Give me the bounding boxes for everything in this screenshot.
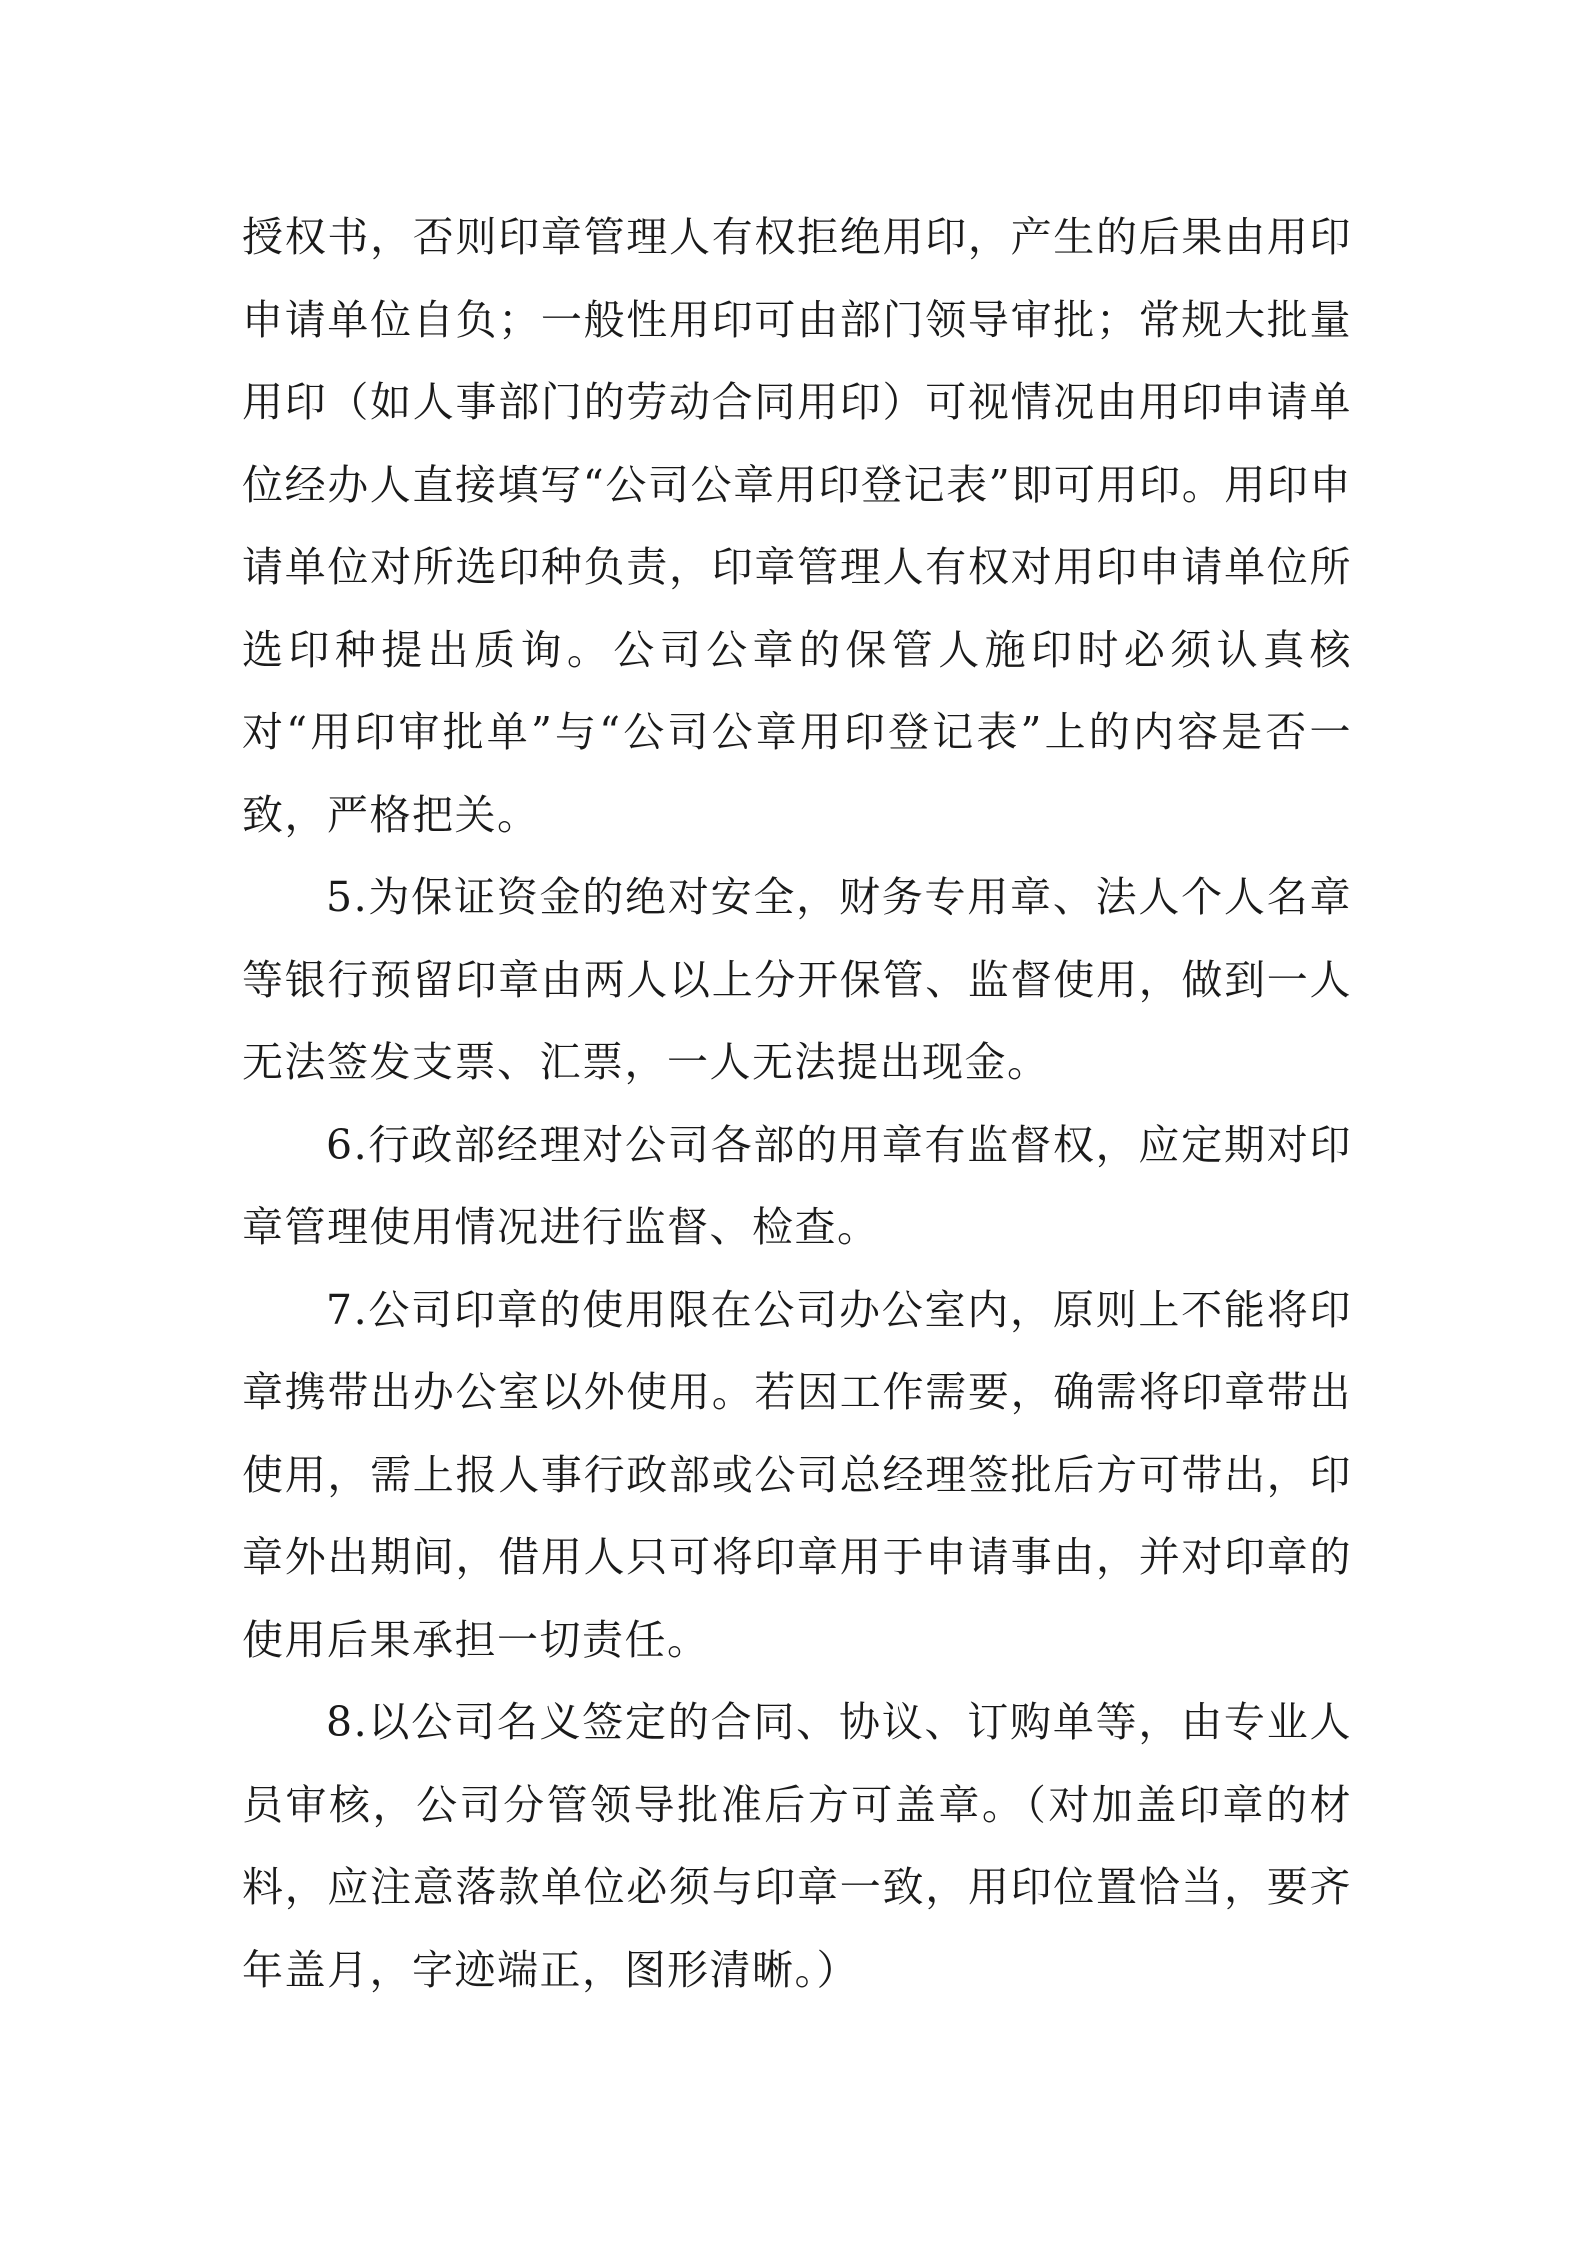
paragraph-continuation: 授权书，否则印章管理人有权拒绝用印，产生的后果由用印申请单位自负；一般性用印可由部门领导审批；常规大批量用印（如人事部门的劳动合同用印）可视情况由用印申请单位经办人直接填写“公司公章用印登记表”即可用印。用印申请单位对所选印种负责，印章管理人有权对用印申请单位所选印种提出质询。公司公章的保管人施印时必须认真核对“用印审批单”与“公司公章用印登记表”上的内容是否一致，严格把关。 — [242, 213, 1352, 839]
paragraph-item-7: 7.公司印章的使用限在公司办公室内，原则上不能将印章携带出办公室以外使用。若因工作需要，确需将印章带出使用，需上报人事行政部或公司总经理签批后方可带出，印章外出期间，借用人只可将印章用于申请事由，并对印章的使用后果承担一切责任。 — [242, 1285, 1352, 1664]
paragraph-item-6: 6.行政部经理对公司各部的用章有监督权，应定期对印章管理使用情况进行监督、检查。 — [242, 1120, 1352, 1251]
paragraph-item-5: 5.为保证资金的绝对安全，财务专用章、法人个人名章等银行预留印章由两人以上分开保管、监督使用，做到一人无法签发支票、汇票，一人无法提出现金。 — [242, 873, 1352, 1086]
paragraph-item-8: 8.以公司名义签定的合同、协议、订购单等，由专业人员审核，公司分管领导批准后方可盖章。（对加盖印章的材料，应注意落款单位必须与印章一致，用印位置恰当，要齐年盖月，字迹端正，图形清晰。） — [242, 1698, 1352, 1994]
document-body — [242, 196, 1352, 2011]
